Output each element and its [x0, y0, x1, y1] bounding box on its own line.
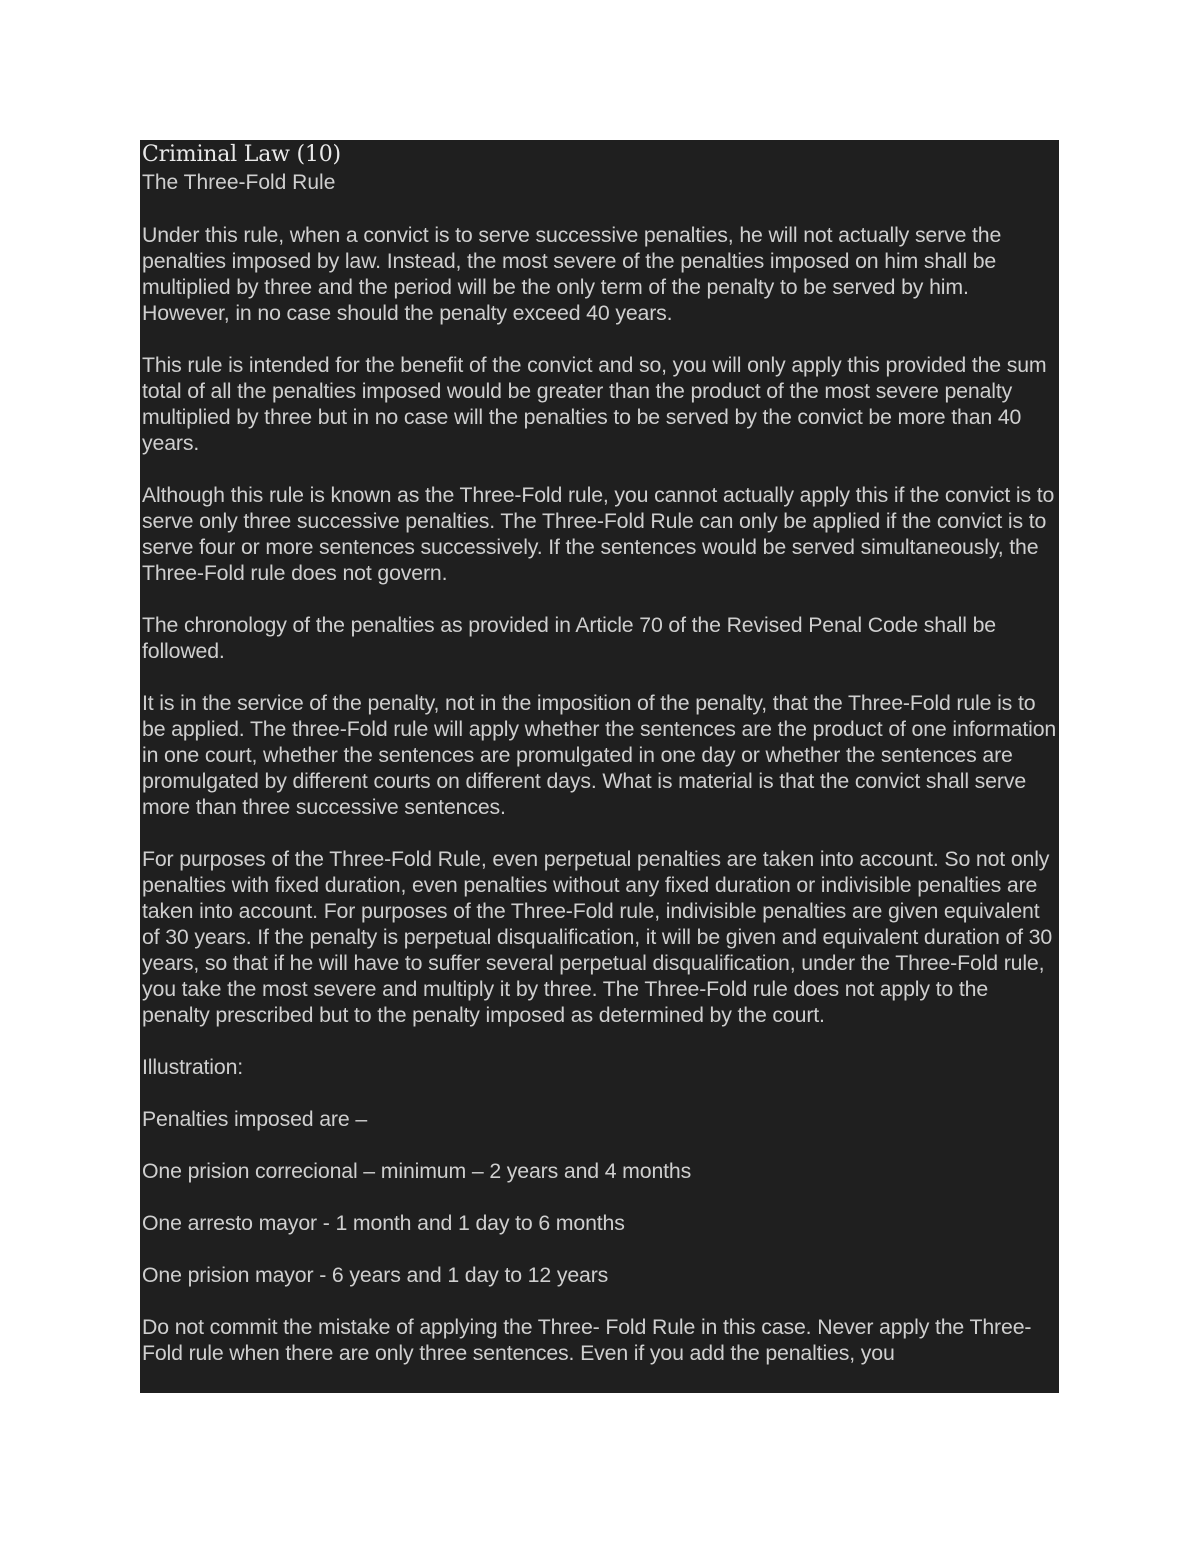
illustration-label: Illustration:	[142, 1055, 244, 1079]
content-block	[140, 140, 1059, 1393]
paragraph: Although this rule is known as the Three-Fold rule, you cannot actually apply this if the convict is to serve only three successive penalties. The Three-Fold Rule can only be applied if the convict is to serve four or more sentences successively. If the sentences would be served simultaneously, the Three-Fold rule does not govern.	[142, 483, 1055, 585]
penalty-item: One arresto mayor - 1 month and 1 day to 6 months	[142, 1211, 625, 1235]
paragraph: It is in the service of the penalty, not in the imposition of the penalty, that the Three-Fold rule is to be applied. The three-Fold rule will apply whether the sentences are the product of one information in one court, whether the sentences are promulgated in one day or whether the sentences are promulgated by different courts on different days. What is material is that the convict shall serve more than three successive sentences.	[142, 691, 1057, 819]
penalties-intro: Penalties imposed are –	[142, 1107, 368, 1131]
paragraph: Do not commit the mistake of applying the Three- Fold Rule in this case. Never apply the Three-Fold rule when there are only three sentences. Even if you add the penalties, you	[142, 1315, 1032, 1365]
paragraph: This rule is intended for the benefit of the convict and so, you will only apply this provided the sum total of all the penalties imposed would be greater than the product of the most severe penalty multiplied by three but in no case will the penalties to be served by the convict be more than 40 years.	[142, 353, 1047, 455]
document-subtitle: The Three-Fold Rule	[142, 171, 336, 194]
paragraph: For purposes of the Three-Fold Rule, even perpetual penalties are taken into account. So not only penalties with fixed duration, even penalties without any fixed duration or indivisible penalties are taken into account. For purposes of the Three-Fold rule, indivisible penalties are given equivalent of 30 years. If the penalty is perpetual disqualification, it will be given and equivalent duration of 30 years, so that if he will have to suffer several perpetual disqualification, under the Three-Fold rule, you take the most severe and multiply it by three. The Three-Fold rule does not apply to the penalty prescribed but to the penalty imposed as determined by the court.	[142, 847, 1053, 1027]
penalty-item: One prision correcional – minimum – 2 years and 4 months	[142, 1159, 692, 1183]
document-title: Criminal Law (10)	[142, 142, 341, 167]
paragraph: The chronology of the penalties as provided in Article 70 of the Revised Penal Code shall be followed.	[142, 613, 996, 663]
paragraph: Under this rule, when a convict is to serve successive penalties, he will not actually serve the penalties imposed by law. Instead, the most severe of the penalties imposed on him shall be multiplied by three and the period will be the only term of the penalty to be served by him. However, in no case should the penalty exceed 40 years.	[142, 223, 1002, 325]
penalty-item: One prision mayor - 6 years and 1 day to 12 years	[142, 1263, 609, 1287]
